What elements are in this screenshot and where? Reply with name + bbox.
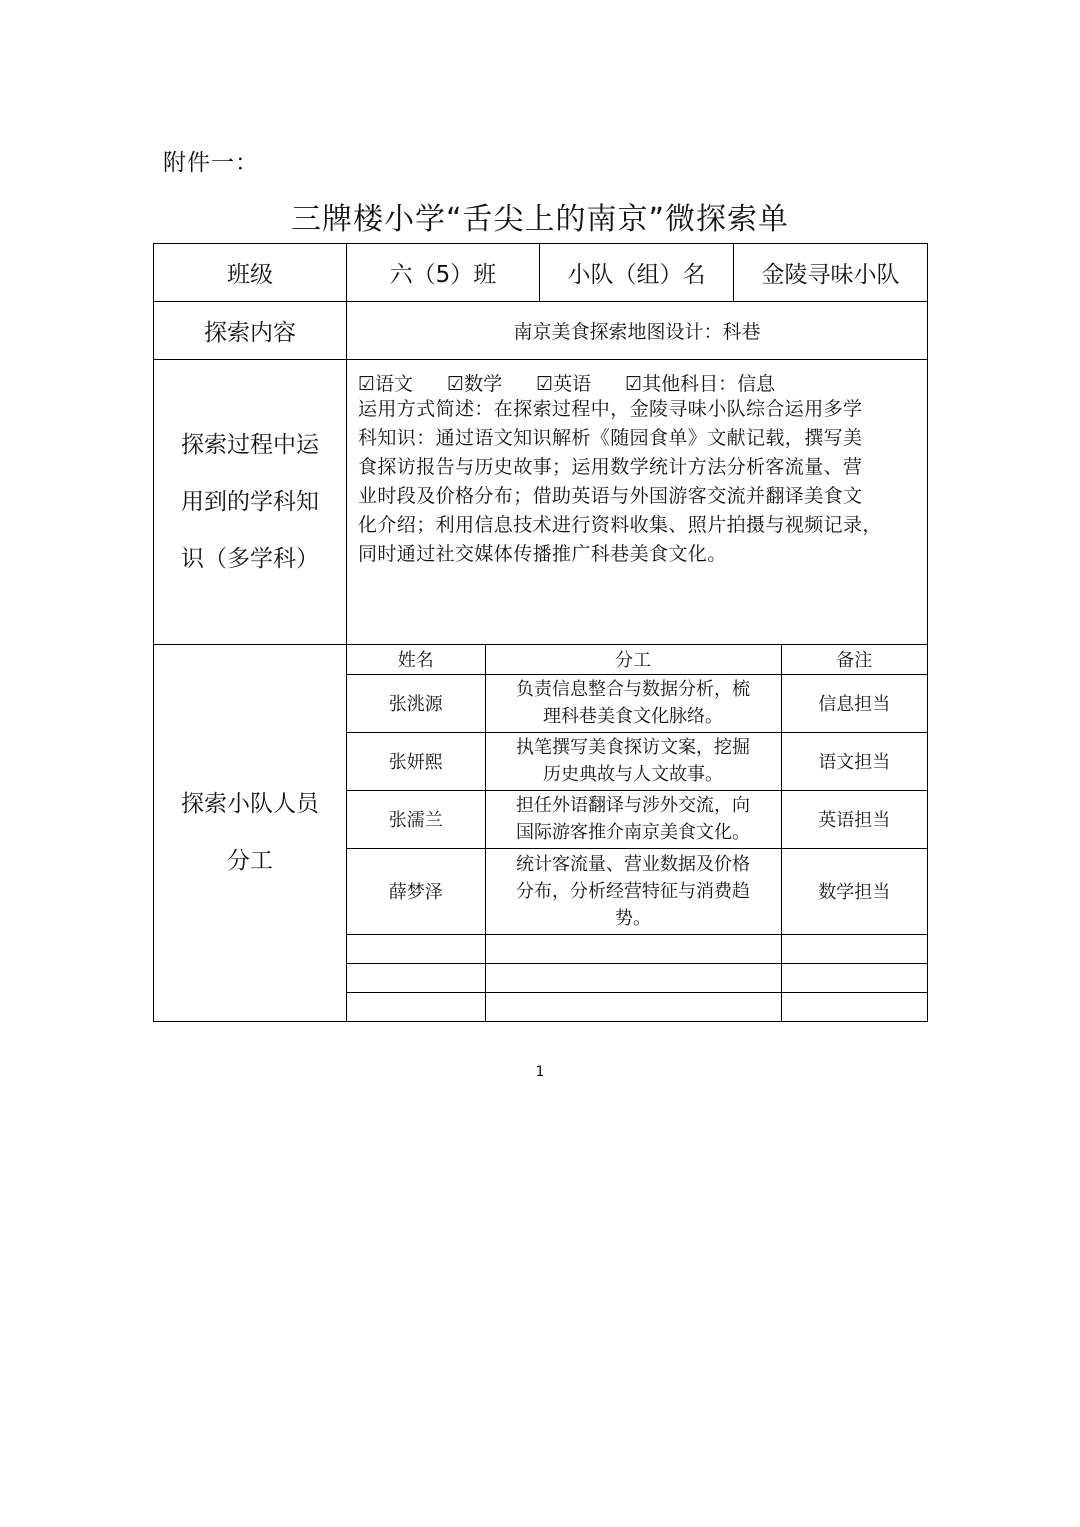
- duty-line: 负责信息整合与数据分析，梳: [516, 679, 750, 700]
- duty-line: 理科巷美食文化脉络。: [543, 706, 723, 727]
- subjects-label-line: 用到的学科知: [181, 488, 319, 515]
- empty-cell[interactable]: [347, 992, 485, 1021]
- duty-line: 历史典故与人文故事。: [543, 764, 723, 785]
- team-division-label-line: 探索小队人员: [181, 791, 319, 817]
- header-note: 备注: [781, 645, 927, 674]
- subjects-label-line: 探索过程中运: [181, 431, 319, 458]
- document-title: 三牌楼小学“舌尖上的南京”微探索单: [290, 202, 790, 237]
- duty-line: 担任外语翻译与涉外交流，向: [516, 795, 750, 816]
- team-name-value: 金陵寻味小队: [734, 244, 928, 302]
- table-row: [347, 790, 927, 848]
- subjects-label: [154, 360, 347, 645]
- checkbox-english[interactable]: ☑英语: [536, 373, 592, 395]
- table-row: [347, 848, 927, 934]
- member-note: 信息担当: [781, 674, 927, 732]
- member-name: 张洮源: [347, 674, 485, 732]
- method-line: 业时段及价格分布；借助英语与外国游客交流并翻译美食文: [358, 485, 863, 507]
- empty-cell[interactable]: [347, 934, 485, 963]
- team-division-cell: [347, 645, 928, 1022]
- team-name-label: 小队（组）名: [540, 244, 734, 302]
- method-line: 运用方式简述：在探索过程中，金陵寻味小队综合运用多学: [358, 398, 863, 420]
- checkbox-other[interactable]: ☑其他科目：信息: [625, 373, 776, 395]
- empty-row: [347, 934, 927, 963]
- empty-row: [347, 963, 927, 992]
- table-row: [347, 674, 927, 732]
- team-division-label: [154, 645, 347, 1022]
- member-name: 张濡兰: [347, 790, 485, 848]
- method-line: 食探访报告与历史故事；运用数学统计方法分析客流量、营: [358, 456, 863, 478]
- member-name: 张妍熙: [347, 732, 485, 790]
- member-table: [347, 645, 927, 1021]
- empty-cell[interactable]: [485, 963, 781, 992]
- duty-line: 国际游客推介南京美食文化。: [516, 822, 750, 843]
- content-value: 南京美食探索地图设计：科巷: [347, 302, 928, 360]
- checkbox-math[interactable]: ☑数学: [447, 373, 503, 395]
- method-line: 科知识：通过语文知识解析《随园食单》文献记载，撰写美: [358, 427, 863, 449]
- class-label: 班级: [154, 244, 347, 302]
- duty-line: 分布，分析经营特征与消费趋: [516, 880, 750, 902]
- member-name: 薛梦泽: [347, 848, 485, 934]
- empty-cell[interactable]: [347, 963, 485, 992]
- empty-cell[interactable]: [781, 963, 927, 992]
- member-duty: [485, 674, 781, 732]
- page-number: 1: [535, 1064, 545, 1080]
- member-duty: [485, 848, 781, 934]
- subjects-cell: [347, 360, 928, 645]
- header-duty: 分工: [485, 645, 781, 674]
- method-description: [347, 395, 927, 569]
- header-name: 姓名: [347, 645, 485, 674]
- class-value: 六（5）班: [347, 244, 540, 302]
- method-line: 化介绍；利用信息技术进行资料收集、照片拍摄与视频记录，: [358, 514, 882, 536]
- member-note: 英语担当: [781, 790, 927, 848]
- empty-cell[interactable]: [485, 992, 781, 1021]
- attachment-label: 附件一：: [163, 150, 259, 176]
- subject-checkboxes: [347, 360, 927, 395]
- empty-row: [347, 992, 927, 1021]
- content-label: 探索内容: [154, 302, 347, 360]
- member-note: 语文担当: [781, 732, 927, 790]
- duty-line: 势。: [615, 907, 651, 929]
- empty-cell[interactable]: [781, 992, 927, 1021]
- member-duty: [485, 732, 781, 790]
- empty-cell[interactable]: [485, 934, 781, 963]
- member-note: 数学担当: [781, 848, 927, 934]
- team-division-label-line: 分工: [227, 848, 273, 874]
- method-line: 同时通过社交媒体传播推广科巷美食文化。: [358, 543, 727, 565]
- subjects-label-line: 识（多学科）: [181, 545, 319, 572]
- empty-cell[interactable]: [781, 934, 927, 963]
- duty-line: 执笔撰写美食探访文案，挖掘: [516, 737, 750, 758]
- checkbox-chinese[interactable]: ☑语文: [358, 373, 414, 395]
- member-table-header: [347, 645, 927, 674]
- member-duty: [485, 790, 781, 848]
- exploration-form-table: [153, 243, 928, 1022]
- table-row: [347, 732, 927, 790]
- duty-line: 统计客流量、营业数据及价格: [516, 853, 750, 875]
